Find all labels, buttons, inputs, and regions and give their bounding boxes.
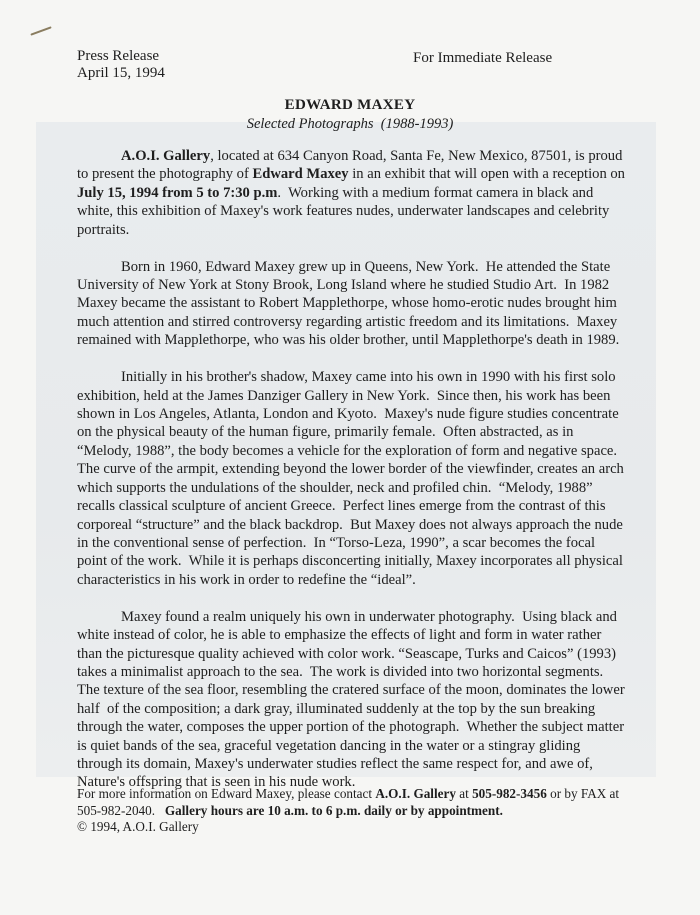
pencil-mark	[30, 26, 51, 35]
copyright: © 1994, A.O.I. Gallery	[77, 819, 199, 834]
gallery-name: A.O.I. Gallery	[121, 148, 211, 164]
intro-text-3: . Working with a medium format camera in black and white, this exhibition of Maxey's work features nudes, underwater landscapes and celebrity portraits.	[77, 184, 613, 238]
title-block	[0, 96, 700, 133]
exhibit-title: EDWARD MAXEY	[284, 97, 416, 113]
paragraph-intro	[77, 147, 627, 239]
reception-date: July 15, 1994 from 5 to 7:30 p.m	[77, 184, 278, 201]
body-text	[77, 147, 627, 810]
exhibit-subtitle: Selected Photographs (1988-1993)	[246, 116, 454, 132]
release-date: April 15, 1994	[77, 65, 165, 81]
contact-info	[77, 786, 637, 819]
release-status: For Immediate Release	[413, 50, 553, 66]
paragraph-biography: Born in 1960, Edward Maxey grew up in Queens, New York. He attended the State University of New York at Stony Brook, Long Island where he studied Studio Art. In 1982 Maxey became the assistant to Robert Mapplethorpe, whose homo-erotic nudes brought him much attention and stirred controversy regarding artistic freedom and its limitations. Maxey remained with Mapplethorpe, who was his older brother, until Mapplethorpe's death in 1989.	[77, 258, 621, 349]
contact-text-1: For more information on Edward Maxey, please contact	[77, 786, 376, 801]
contact-phone: 505-982-3456	[472, 786, 547, 801]
contact-fax: or by FAX at 505-982-2040.	[77, 786, 623, 818]
contact-text-2: at	[455, 786, 473, 801]
doc-type-label: Press Release	[77, 48, 160, 64]
contact-footer	[77, 786, 637, 836]
header-left	[77, 48, 165, 82]
intro-text-2: in an exhibit that will open with a reception on	[348, 166, 625, 183]
intro-text-1: , located at 634 Canyon Road, Santa Fe, New Mexico, 87501, is proud to present the photography of	[77, 148, 623, 183]
gallery-hours: Gallery hours are 10 a.m. to 6 p.m. daily or by appointment.	[164, 802, 503, 818]
artist-name: Edward Maxey	[252, 166, 349, 183]
paragraph-underwater: Maxey found a realm uniquely his own in underwater photography. Using black and white instead of color, he is able to emphasize the effects of light and form in water rather than the picturesque quality achieved with color work. “Seascape, Turks and Caicos” (1993) takes a minimalist approach to the sea. The work is divided into two horizontal segments. The texture of the sea floor, resembling the cratered surface of the moon, dominates the lower half of the composition; a dark gray, illuminated suddenly at the top by the sun breaking through the water, composes the upper portion of the photograph. Whether the subject matter is quiet bands of the sea, graceful vegetation dancing in the water or a stingray gliding through its domain, Maxey's underwater studies reflect the same respect for, and awe of, Nature's offspring that is seen in his nude work.	[77, 608, 629, 791]
contact-gallery: A.O.I. Gallery	[375, 786, 456, 801]
paragraph-nude-studies: Initially in his brother's shadow, Maxey came into his own in 1990 with his first solo exhibition, held at the James Danziger Gallery in New York. Since then, his work has been shown in Los Angeles, Atlanta, London and Kyoto. Maxey's nude figure studies concentrate on the physical beauty of the human figure, primarily female. Often abstracted, as in “Melody, 1988”, the body becomes a vehicle for the exploration of form and negative space. The curve of the armpit, extending beyond the lower border of the viewfinder, creates an arch which supports the undulations of the shoulder, neck and profiled chin. “Melody, 1988” recalls classical sculpture of ancient Greece. Perfect lines emerge from the contrast of this corporeal “structure” and the black backdrop. But Maxey does not always approach the nude in the conventional sense of perfection. In “Torso-Leza, 1990”, a scar becomes the focal point of the work. While it is perhaps disconcerting initially, Maxey incorporates all physical characteristics in his work in order to redefine the “ideal”.	[77, 369, 628, 588]
